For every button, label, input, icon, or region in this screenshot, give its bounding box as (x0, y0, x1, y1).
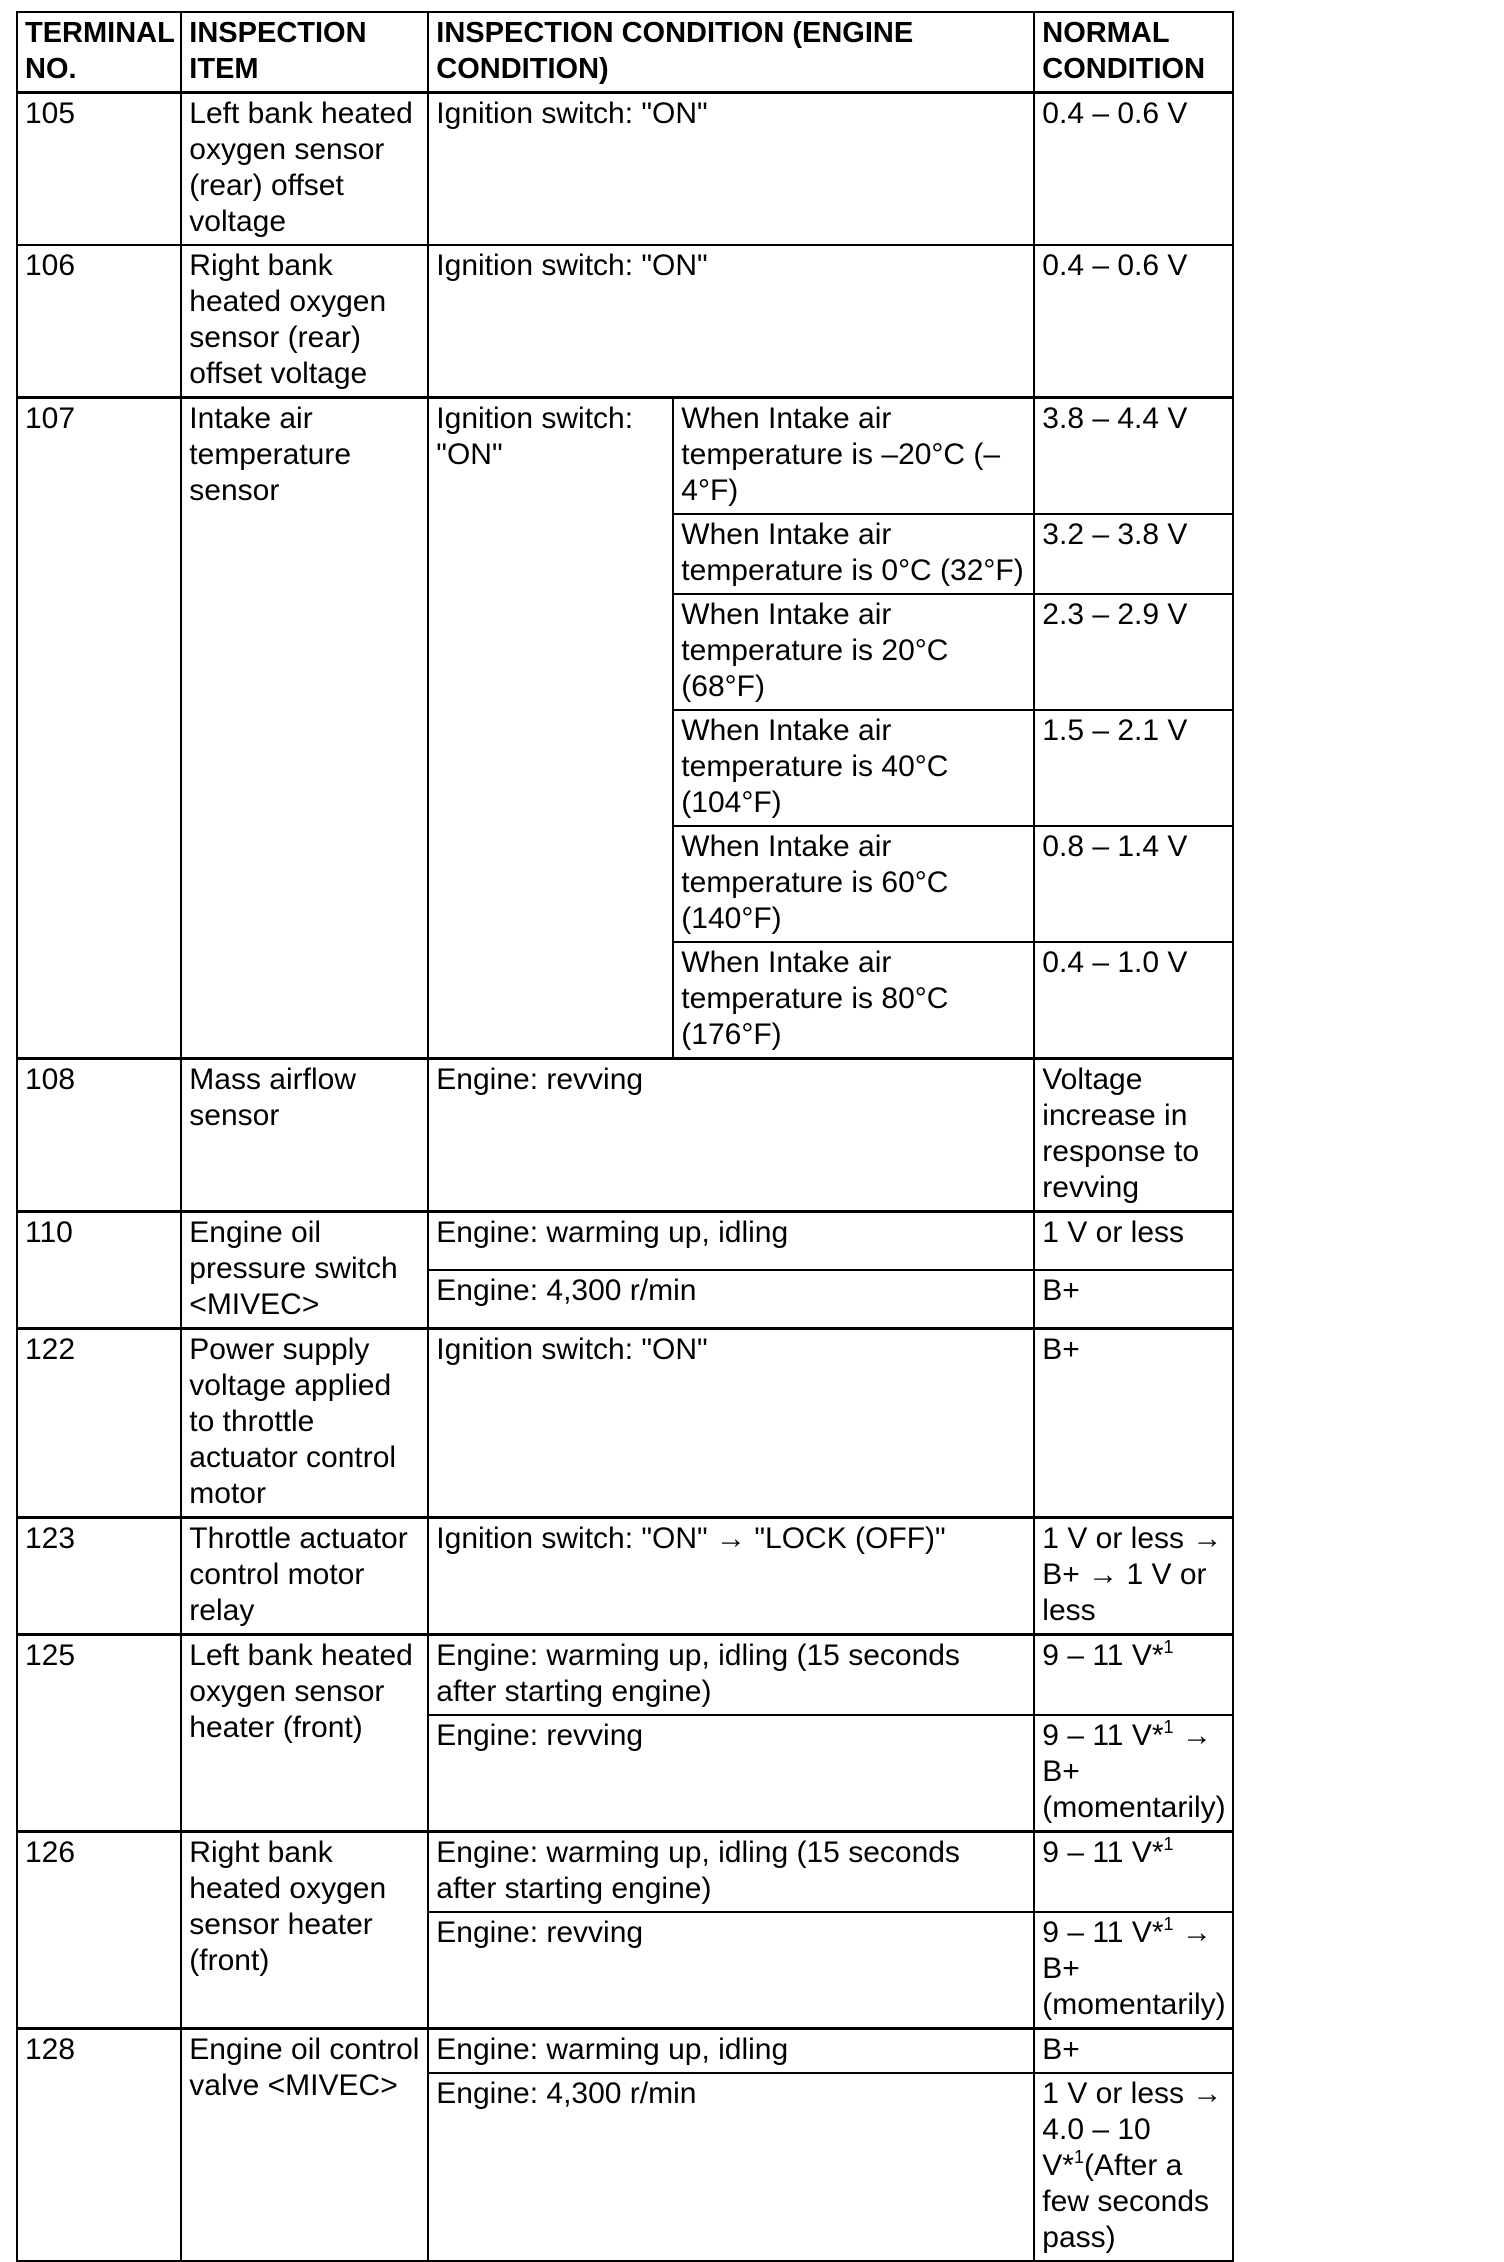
table-row (17, 1832, 1233, 1913)
inspection-item: Mass airflow sensor (181, 1059, 428, 1212)
inspection-condition: Ignition switch: "ON" (428, 93, 1034, 246)
normal-condition: B+ (1034, 2029, 1232, 2074)
normal-value: 9 – 11 V* (1042, 1639, 1164, 1672)
terminal-no: 122 (17, 1329, 181, 1518)
normal-condition: 1 V or less (1034, 1212, 1232, 1271)
normal-condition (1034, 1635, 1232, 1716)
footnote-mark: 1 (1163, 1717, 1174, 1737)
sub-condition: When Intake air temperature is 80°C (176°F) (673, 942, 1034, 1059)
normal-value: 9 – 11 V* (1042, 1719, 1164, 1752)
terminal-no: 107 (17, 398, 181, 1059)
normal-value: 1 V or less → 4.0 – 10 V* (1042, 2077, 1223, 2182)
table-row (17, 245, 1233, 398)
normal-condition: B+ (1034, 1329, 1232, 1518)
inspection-condition: Engine: warming up, idling (428, 1212, 1034, 1271)
inspection-condition: Ignition switch: "ON" (428, 1329, 1034, 1518)
normal-condition: Voltage increase in response to revving (1034, 1059, 1232, 1212)
normal-value-suffix: → B+ (momentarily) (1042, 1916, 1226, 2021)
table-row (17, 1059, 1233, 1212)
terminal-no: 108 (17, 1059, 181, 1212)
inspection-item: Left bank heated oxygen sensor (rear) offset voltage (181, 93, 428, 246)
table-row (17, 1635, 1233, 1716)
sub-condition: When Intake air temperature is 60°C (140°F) (673, 826, 1034, 942)
normal-value: 9 – 11 V* (1042, 1836, 1164, 1869)
inspection-item: Right bank heated oxygen sensor (rear) offset voltage (181, 245, 428, 398)
inspection-condition: Ignition switch: "ON" → "LOCK (OFF)" (428, 1518, 1034, 1635)
inspection-condition: Engine: revving (428, 1059, 1034, 1212)
sub-condition: When Intake air temperature is 0°C (32°F) (673, 514, 1034, 594)
terminal-inspection-table (16, 11, 1234, 2262)
normal-condition: 0.4 – 0.6 V (1034, 93, 1232, 246)
terminal-no: 106 (17, 245, 181, 398)
normal-condition (1034, 1715, 1232, 1832)
inspection-condition: Engine: revving (428, 1715, 1034, 1832)
inspection-condition: Engine: 4,300 r/min (428, 2073, 1034, 2261)
table-row (17, 2029, 1233, 2074)
terminal-no: 123 (17, 1518, 181, 1635)
header-inspection-condition: INSPECTION CONDITION (ENGINE CONDITION) (428, 12, 1034, 93)
normal-value-suffix: → B+ (momentarily) (1042, 1719, 1226, 1824)
normal-condition (1034, 1832, 1232, 1913)
footnote-mark: 1 (1163, 1834, 1174, 1854)
table-row (17, 1212, 1233, 1271)
inspection-condition: Ignition switch: "ON" (428, 398, 673, 1059)
inspection-item: Engine oil pressure switch <MIVEC> (181, 1212, 428, 1329)
normal-condition: 0.4 – 1.0 V (1034, 942, 1232, 1059)
inspection-condition: Engine: warming up, idling (15 seconds after starting engine) (428, 1635, 1034, 1716)
inspection-item: Right bank heated oxygen sensor heater (front) (181, 1832, 428, 2029)
inspection-condition: Engine: warming up, idling (15 seconds after starting engine) (428, 1832, 1034, 1913)
table-row (17, 1329, 1233, 1518)
normal-condition: 0.4 – 0.6 V (1034, 245, 1232, 398)
inspection-item: Throttle actuator control motor relay (181, 1518, 428, 1635)
inspection-condition: Engine: revving (428, 1912, 1034, 2029)
sub-condition: When Intake air temperature is –20°C (–4°F) (673, 398, 1034, 515)
sub-condition: When Intake air temperature is 20°C (68°F) (673, 594, 1034, 710)
inspection-item: Engine oil control valve <MIVEC> (181, 2029, 428, 2262)
terminal-no: 126 (17, 1832, 181, 2029)
header-terminal-no: TERMINAL NO. (17, 12, 181, 93)
footnote-mark: 1 (1163, 1914, 1174, 1934)
normal-condition: B+ (1034, 1270, 1232, 1329)
header-row (17, 12, 1233, 93)
footnote-mark: 1 (1073, 2147, 1084, 2167)
table-row (17, 398, 1233, 515)
inspection-condition: Engine: 4,300 r/min (428, 1270, 1034, 1329)
inspection-item: Left bank heated oxygen sensor heater (front) (181, 1635, 428, 1832)
normal-condition (1034, 2073, 1232, 2261)
inspection-condition: Engine: warming up, idling (428, 2029, 1034, 2074)
normal-value: 9 – 11 V* (1042, 1916, 1164, 1949)
sub-condition: When Intake air temperature is 40°C (104°F) (673, 710, 1034, 826)
terminal-no: 125 (17, 1635, 181, 1832)
terminal-no: 128 (17, 2029, 181, 2262)
terminal-no: 105 (17, 93, 181, 246)
normal-condition (1034, 1912, 1232, 2029)
normal-condition: 0.8 – 1.4 V (1034, 826, 1232, 942)
normal-value-suffix: (After a few seconds pass) (1042, 2149, 1210, 2254)
footnote-mark: 1 (1163, 1637, 1174, 1657)
inspection-item: Power supply voltage applied to throttle actuator control motor (181, 1329, 428, 1518)
table-row (17, 93, 1233, 246)
normal-condition: 3.8 – 4.4 V (1034, 398, 1232, 515)
terminal-no: 110 (17, 1212, 181, 1329)
normal-condition: 1 V or less → B+ → 1 V or less (1034, 1518, 1232, 1635)
inspection-condition: Ignition switch: "ON" (428, 245, 1034, 398)
header-inspection-item: INSPECTION ITEM (181, 12, 428, 93)
table-row (17, 1518, 1233, 1635)
normal-condition: 1.5 – 2.1 V (1034, 710, 1232, 826)
header-normal-condition: NORMAL CONDITION (1034, 12, 1232, 93)
normal-condition: 3.2 – 3.8 V (1034, 514, 1232, 594)
normal-condition: 2.3 – 2.9 V (1034, 594, 1232, 710)
inspection-item: Intake air temperature sensor (181, 398, 428, 1059)
